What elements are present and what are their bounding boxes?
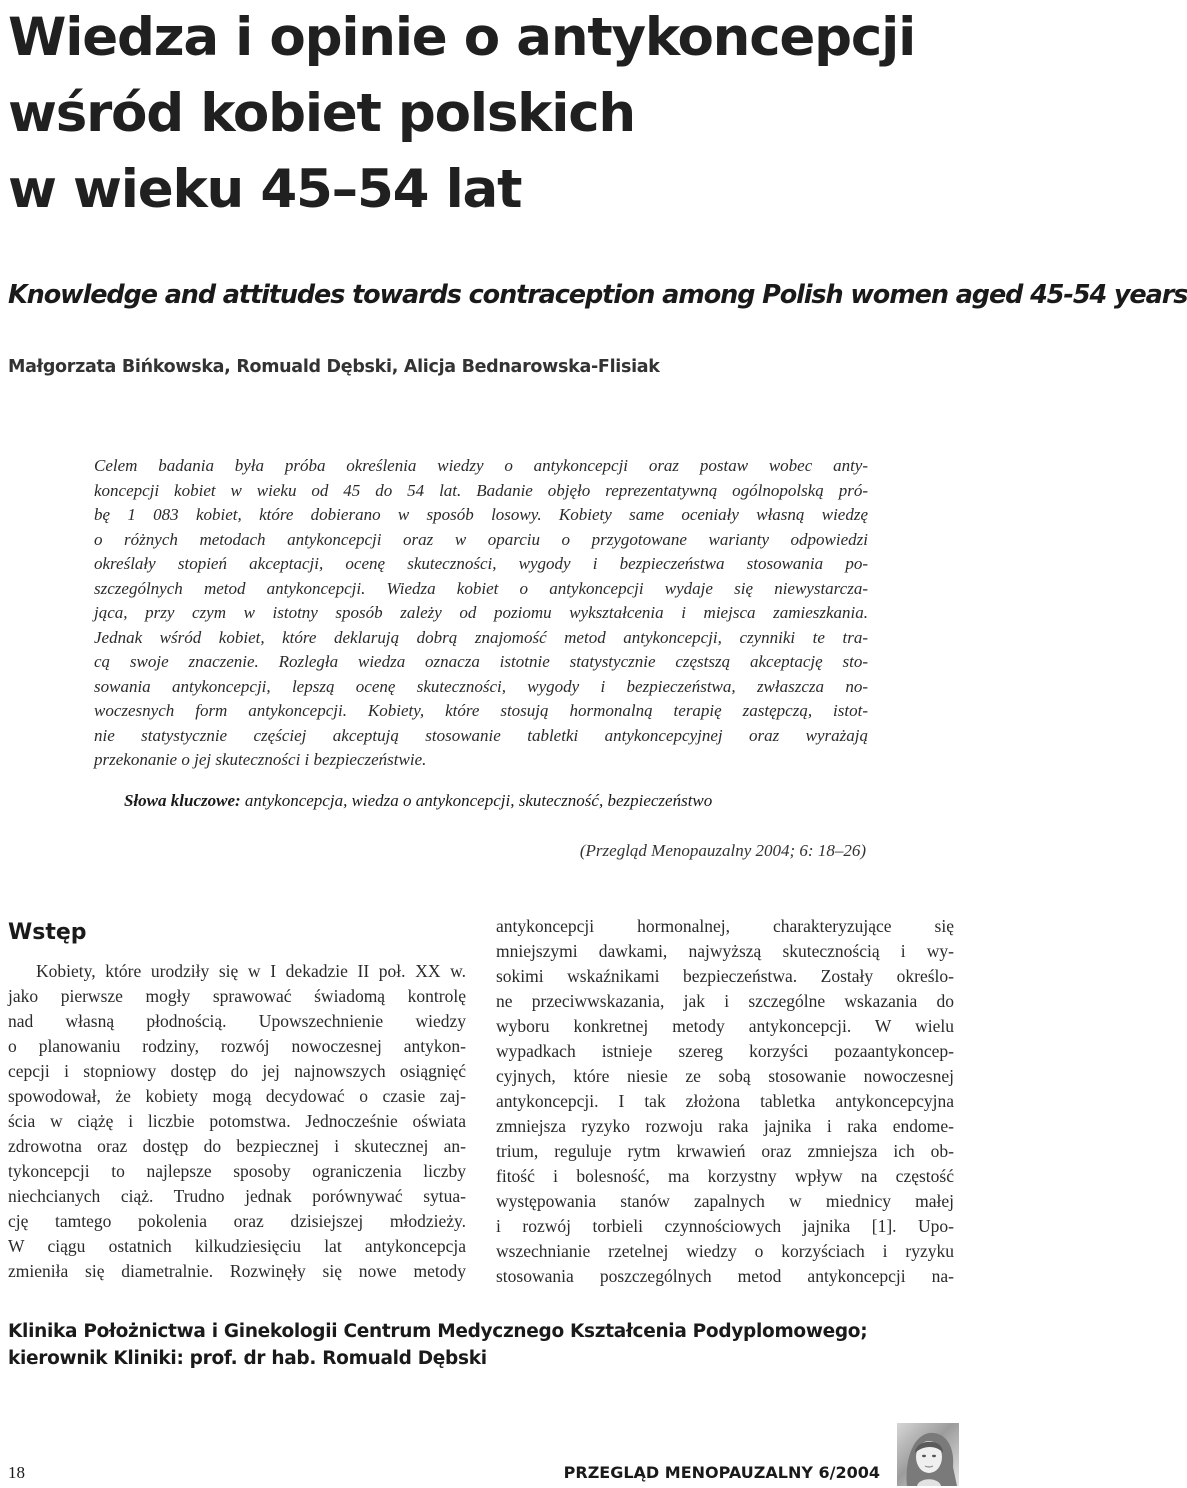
- body-line: Kobiety, które urodziły się w I dekadzie II poł. XX w.: [36, 961, 466, 981]
- body-line: ścia w ciążę i liczbie potomstwa. Jednocześnie oświata: [8, 1111, 466, 1131]
- title-line: w wieku 45–54 lat: [8, 159, 522, 220]
- abstract-line: jąca, przy czym w istotny sposób zależy od poziomu wykształcenia i miejsca zamieszkania.: [94, 603, 868, 622]
- abstract-line: Jednak wśród kobiet, które deklarują dobrą znajomość metod antykoncepcji, czynniki te tra-: [94, 627, 868, 647]
- left-column: [8, 959, 466, 1284]
- title-line: Wiedza i opinie o antykoncepcji: [8, 7, 916, 68]
- body-line: antykoncepcji hormonalnej, charakteryzujące się: [496, 916, 954, 936]
- body-line: zdrowotna oraz dostęp do bezpiecznej i skutecznej an-: [8, 1136, 466, 1156]
- section-heading: Wstęp: [8, 920, 87, 945]
- body-line: wypadkach istnieje szereg korzyści pozaantykoncep-: [496, 1041, 954, 1061]
- abstract-line: szczególnych metod antykoncepcji. Wiedza kobiet o antykoncepcji wydaje się niewystarcza-: [94, 578, 868, 598]
- body-line: wszechnianie rzetelnej wiedzy o korzyściach i ryzyku: [496, 1241, 954, 1261]
- body-line: zmniejsza ryzyko rozwoju raka jajnika i raka endome-: [496, 1116, 954, 1136]
- body-line: wyboru konkretnej metody antykoncepcji. W wielu: [496, 1016, 954, 1036]
- body-line: nad własną płodnością. Upowszechnienie wiedzy: [8, 1011, 466, 1031]
- body-line: występowania stanów zapalnych w miednicy małej: [496, 1191, 954, 1211]
- body-line: ne przeciwwskazania, jak i szczególne wskazania do: [496, 991, 954, 1011]
- keywords: [124, 791, 712, 811]
- body-line: antykoncepcji. I tak złożona tabletka antykoncepcyjna: [496, 1091, 954, 1111]
- body-line: cyjnych, które niesie ze sobą stosowanie nowoczesnej: [496, 1066, 954, 1086]
- body-line: stosowania poszczególnych metod antykoncepcji na-: [496, 1266, 954, 1286]
- citation: (Przegląd Menopauzalny 2004; 6: 18–26): [579, 841, 866, 860]
- body-line: o planowaniu rodziny, rozwój nowoczesnej antykon-: [8, 1036, 466, 1056]
- affiliation-line: kierownik Kliniki: prof. dr hab. Romuald Dębski: [8, 1348, 487, 1369]
- body-line: fitość i bolesność, ma korzystny wpływ na częstość: [496, 1166, 954, 1186]
- abstract-line: woczesnych form antykoncepcji. Kobiety, które stosują hormonalną terapię zastępczą, istot-: [94, 701, 868, 720]
- journal-name: PRZEGLĄD MENOPAUZALNY 6/2004: [563, 1463, 880, 1482]
- abstract-line: przekonanie o jej skuteczności i bezpieczeństwie.: [94, 750, 427, 769]
- body-line: tykoncepcji to najlepsze sposoby ograniczenia liczby: [8, 1161, 466, 1181]
- page-number: 18: [8, 1463, 25, 1482]
- article-title: [8, 0, 948, 228]
- authors: Małgorzata Bińkowska, Romuald Dębski, Alicja Bednarowska-Flisiak: [8, 357, 660, 377]
- abstract-line: nie statystycznie częściej akceptują stosowanie tabletki antykoncepcyjnej oraz wyrażają: [94, 725, 868, 745]
- affiliation: [8, 1318, 867, 1372]
- body-line: mniejszymi dawkami, najwyższą skutecznością i wy-: [496, 941, 954, 961]
- body-line: cepcji i stopniowy dostęp do jej najnowszych osiągnięć: [8, 1061, 466, 1081]
- abstract-line: koncepcji kobiet w wieku od 45 do 54 lat. Badanie objęło reprezentatywną ogólnopolską pró-: [94, 480, 868, 500]
- keywords-text: antykoncepcja, wiedza o antykoncepcji, skuteczność, bezpieczeństwo: [240, 791, 713, 810]
- body-line: i rozwój torbieli czynnościowych jajnika [1]. Upo-: [496, 1216, 954, 1236]
- abstract-line: bę 1 083 kobiet, które dobierano w sposób losowy. Kobiety same oceniały własną wiedzę: [94, 505, 868, 524]
- body-line: niechcianych ciąż. Trudno jednak porównywać sytua-: [8, 1186, 466, 1206]
- body-line: spowodował, że kobiety mogą decydować o czasie zaj-: [8, 1086, 466, 1106]
- abstract: [94, 454, 868, 773]
- body-line: W ciągu ostatnich kilkudziesięciu lat antykoncepcja: [8, 1236, 466, 1256]
- keywords-label: Słowa kluczowe:: [124, 791, 241, 810]
- body-line: jako pierwsze mogły sprawować świadomą kontrolę: [8, 986, 466, 1006]
- portrait-photo: [897, 1423, 959, 1486]
- title-line: wśród kobiet polskich: [8, 83, 635, 144]
- abstract-line: cą swoje znaczenie. Rozległa wiedza oznacza istotnie statystycznie częstszą akceptację sto-: [94, 652, 868, 671]
- body-line: zmieniła się diametralnie. Rozwinęły się nowe metody: [8, 1261, 466, 1281]
- body-line: trium, reguluje rytm krwawień oraz zmniejsza ich ob-: [496, 1141, 954, 1161]
- right-column: [496, 914, 954, 1289]
- abstract-line: Celem badania była próba określenia wiedzy o antykoncepcji oraz postaw wobec anty-: [94, 456, 868, 475]
- body-line: sokimi wskaźnikami bezpieczeństwa. Zostały określo-: [496, 966, 954, 986]
- body-line: cję tamtego pokolenia oraz dzisiejszej młodzieży.: [8, 1211, 466, 1231]
- affiliation-line: Klinika Położnictwa i Ginekologii Centrum Medycznego Kształcenia Podyplomowego;: [8, 1321, 868, 1342]
- abstract-line: o różnych metodach antykoncepcji oraz w oparciu o przygotowane warianty odpowiedzi: [94, 529, 868, 549]
- abstract-line: określały stopień akceptacji, ocenę skuteczności, wygody i bezpieczeństwa stosowania po-: [94, 554, 868, 573]
- abstract-line: sowania antykoncepcji, lepszą ocenę skuteczności, wygody i bezpieczeństwa, zwłaszcza no-: [94, 676, 868, 696]
- english-title: Knowledge and attitudes towards contraception among Polish women aged 45-54 years: [8, 280, 1187, 310]
